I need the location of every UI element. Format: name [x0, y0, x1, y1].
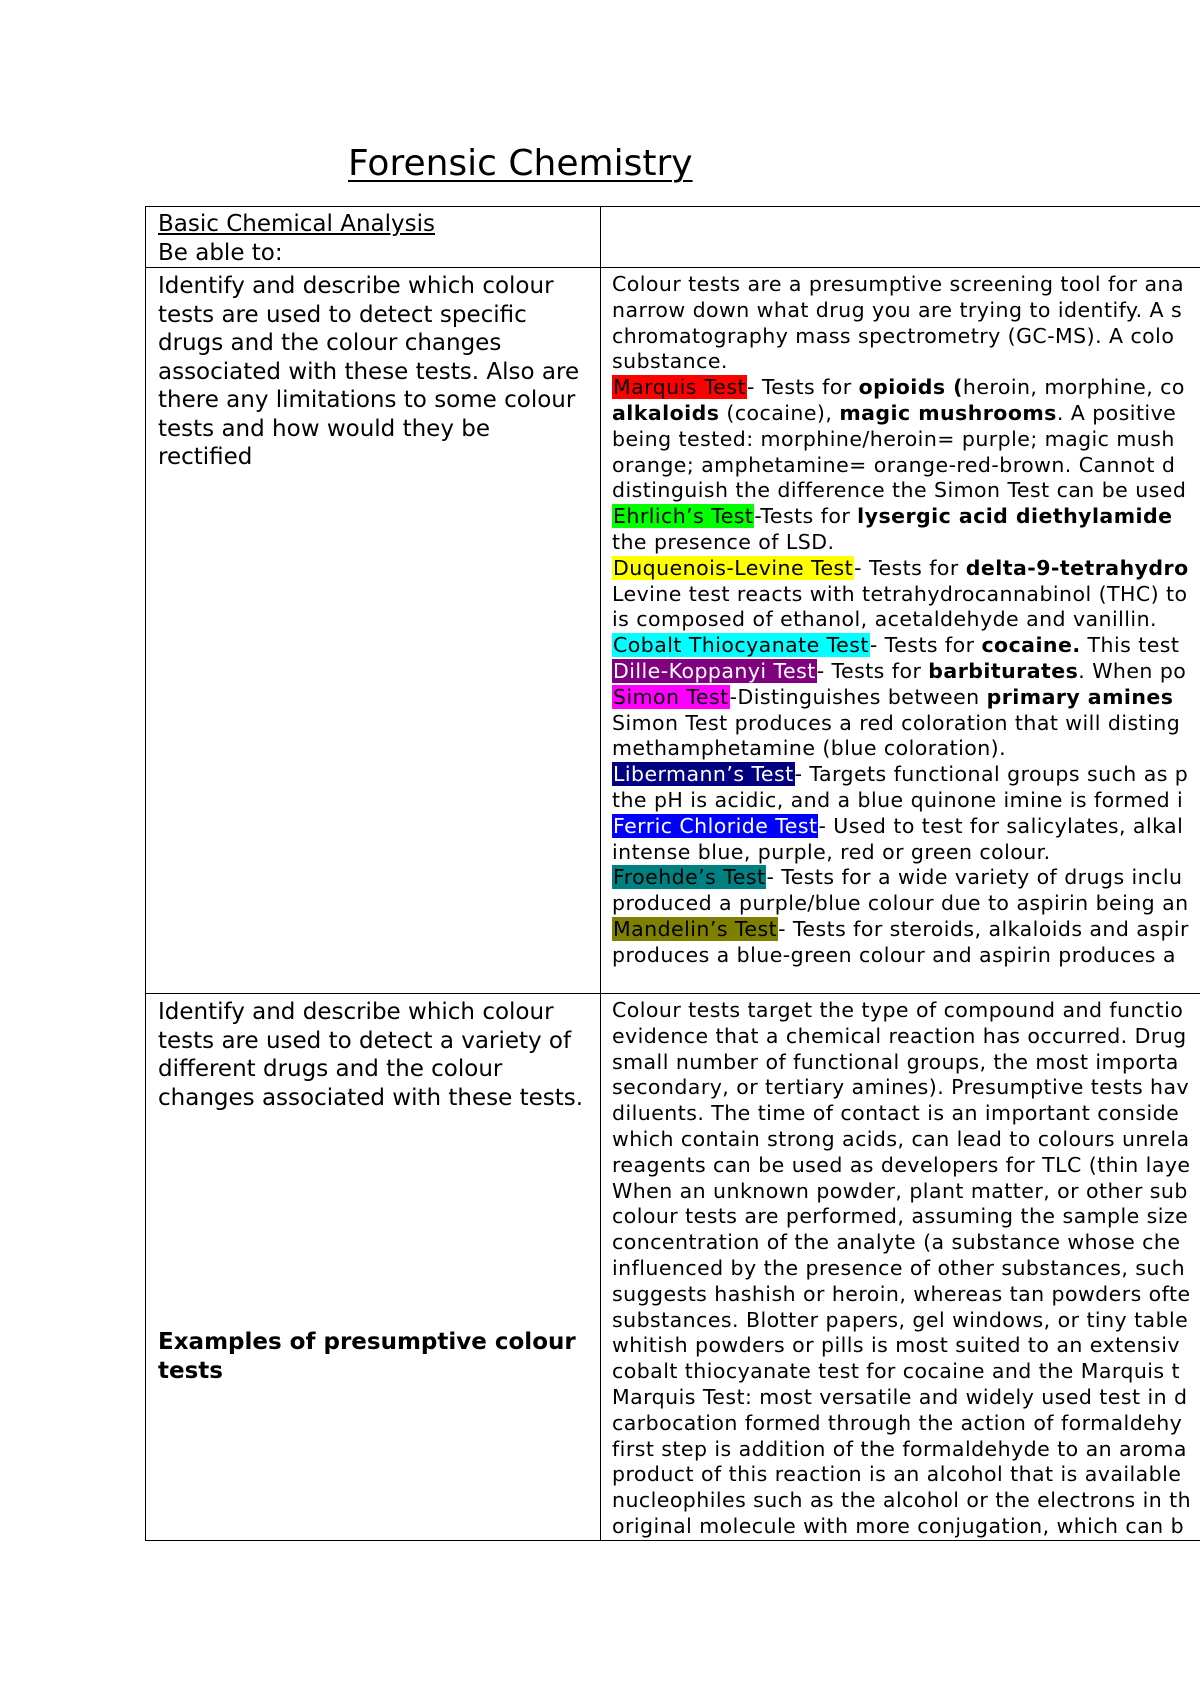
text-span: . When po	[1078, 658, 1187, 683]
bold-term: cocaine.	[981, 633, 1081, 658]
table-subheading: Be able to:	[158, 239, 283, 266]
header-left-cell	[146, 207, 601, 268]
text-line: substances. Blotter papers, gel windows, or tiny table	[612, 1307, 1189, 1332]
marquis-test-entry	[612, 375, 1200, 401]
text-line: Marquis Test: most versatile and widely used test in d	[612, 1384, 1188, 1409]
text-span: heroin, morphine, co	[962, 375, 1185, 400]
text-span: - Used to test for salicylates, alkal	[818, 813, 1184, 838]
text-span: -Tests for	[754, 504, 858, 529]
table-row	[146, 268, 1200, 994]
text-line: orange; amphetamine= orange-red-brown. Cannot d	[612, 452, 1176, 477]
bold-term: primary amines	[986, 684, 1174, 709]
ferric-chloride-test-entry	[612, 814, 1200, 840]
bold-term: magic mushrooms	[839, 400, 1057, 425]
answer-cell	[601, 994, 1200, 1541]
text-line: first step is addition of the formaldehyde to an aroma	[612, 1436, 1187, 1461]
ehrlich-test-label: Ehrlich’s Test	[613, 504, 754, 529]
text-line: colour tests are performed, assuming the sample size	[612, 1204, 1189, 1229]
answer-text	[601, 268, 1200, 969]
document-title: Forensic Chemistry	[348, 143, 693, 184]
text-line: produces a blue-green colour and aspirin produces a	[612, 942, 1176, 967]
text-line: nucleophiles such as the alcohol or the electrons in th	[612, 1488, 1192, 1513]
text-line: concentration of the analyte (a substance whose che	[612, 1230, 1181, 1255]
table-heading: Basic Chemical Analysis	[158, 211, 435, 237]
bold-term: delta-9-tetrahydro	[965, 555, 1189, 580]
mandelin-test-label: Mandelin’s Test	[613, 916, 778, 941]
objective-cell	[146, 268, 601, 994]
examples-heading: Examples of presumptive colour tests	[158, 1329, 576, 1384]
answer-text	[601, 994, 1200, 1540]
text-line: narrow down what drug you are trying to identify. A s	[612, 297, 1183, 322]
text-span: - Tests for	[747, 375, 859, 400]
text-line: original molecule with more conjugation, which can b	[612, 1513, 1185, 1538]
duquenois-levine-test-entry	[612, 556, 1200, 582]
text-line: Levine test reacts with tetrahydrocannabinol (THC) to	[612, 581, 1188, 606]
text-line: intense blue, purple, red or green colour.	[612, 839, 1051, 864]
text-line: diluents. The time of contact is an important conside	[612, 1101, 1180, 1126]
text-line: evidence that a chemical reaction has occurred. Drug	[612, 1023, 1187, 1048]
text-span: - Tests for	[854, 555, 966, 580]
dille-koppanyi-test-entry	[612, 659, 1200, 685]
table-row	[146, 994, 1200, 1541]
cobalt-thiocyanate-test-label: Cobalt Thiocyanate Test	[613, 633, 869, 658]
text-line: When an unknown powder, plant matter, or other sub	[612, 1178, 1188, 1203]
text-line: which contain strong acids, can lead to colours unrela	[612, 1126, 1190, 1151]
header-right-cell	[601, 207, 1200, 268]
spacer	[158, 1112, 590, 1328]
table-header-row	[146, 207, 1200, 268]
text-span: - Tests for	[816, 658, 929, 683]
text-line: distinguish the difference the Simon Test can be used	[612, 478, 1187, 503]
text-span: - Tests for steroids, alkaloids and aspir	[778, 916, 1189, 941]
text-span: . A positive	[1056, 400, 1177, 425]
text-line	[612, 401, 1200, 427]
text-line: cobalt thiocyanate test for cocaine and the Marquis t	[612, 1359, 1180, 1384]
text-line: carbocation formed through the action of formaldehy	[612, 1410, 1183, 1435]
text-line: Colour tests target the type of compound and functio	[612, 998, 1184, 1022]
objective-cell	[146, 994, 601, 1541]
ferric-chloride-test-label: Ferric Chloride Test	[613, 813, 818, 838]
text-line: Simon Test produces a red coloration that will disting	[612, 710, 1181, 735]
froehde-test-entry	[612, 865, 1200, 891]
cobalt-thiocyanate-test-entry	[612, 633, 1200, 659]
text-span: This test	[1080, 633, 1180, 658]
text-line: chromatography mass spectrometry (GC-MS). A colo	[612, 323, 1175, 348]
text-span: -Distinguishes between	[729, 684, 987, 709]
simon-test-label: Simon Test	[613, 684, 729, 709]
text-span: - Targets functional groups such as p	[794, 762, 1189, 787]
objective-text: Identify and describe which colour tests are used to detect specific drugs and the colour changes associated with these tests. Also are there any limitations to some colour tests and how would they be rectified	[158, 273, 580, 470]
text-line: is composed of ethanol, acetaldehyde and vanillin.	[612, 607, 1157, 632]
text-line: secondary, or tertiary amines). Presumptive tests hav	[612, 1075, 1190, 1100]
text-span: - Tests for a wide variety of drugs inclu	[766, 865, 1183, 890]
froehde-test-label: Froehde’s Test	[613, 865, 766, 890]
simon-test-entry	[612, 685, 1200, 711]
text-line: product of this reaction is an alcohol that is available	[612, 1462, 1182, 1487]
text-line: small number of functional groups, the most importa	[612, 1049, 1179, 1074]
text-line: the pH is acidic, and a blue quinone imine is formed i	[612, 787, 1184, 812]
content-table	[145, 206, 1200, 1541]
bold-term: alkaloids	[612, 400, 720, 425]
text-line: being tested: morphine/heroin= purple; magic mush	[612, 426, 1175, 451]
text-span: (cocaine),	[719, 400, 840, 425]
duquenois-levine-test-label: Duquenois-Levine Test	[613, 555, 854, 580]
text-line: influenced by the presence of other substances, such	[612, 1255, 1186, 1280]
text-line: reagents can be used as developers for TLC (thin laye	[612, 1152, 1191, 1177]
text-line: methamphetamine (blue coloration).	[612, 736, 1007, 761]
text-line: Colour tests are a presumptive screening tool for ana	[612, 272, 1184, 296]
text-line: suggests hashish or heroin, whereas tan powders ofte	[612, 1281, 1191, 1306]
mandelin-test-entry	[612, 917, 1200, 943]
dille-koppanyi-test-label: Dille-Koppanyi Test	[613, 658, 816, 683]
text-line: the presence of LSD.	[612, 529, 835, 554]
libermann-test-entry	[612, 762, 1200, 788]
bold-term: opioids (	[858, 375, 963, 400]
objective-text: Identify and describe which colour tests are used to detect a variety of different drugs and the colour changes associated with these tests.	[158, 999, 584, 1111]
libermann-test-label: Libermann’s Test	[613, 762, 794, 787]
marquis-test-label: Marquis Test	[613, 375, 746, 400]
bold-term: barbiturates	[928, 658, 1079, 683]
ehrlich-test-entry	[612, 504, 1200, 530]
text-line: whitish powders or pills is most suited to an extensiv	[612, 1333, 1180, 1358]
answer-cell	[601, 268, 1200, 994]
text-span: - Tests for	[869, 633, 982, 658]
text-line: produced a purple/blue colour due to aspirin being an	[612, 891, 1189, 916]
text-line: substance.	[612, 349, 728, 374]
bold-term: lysergic acid diethylamide	[857, 504, 1173, 529]
